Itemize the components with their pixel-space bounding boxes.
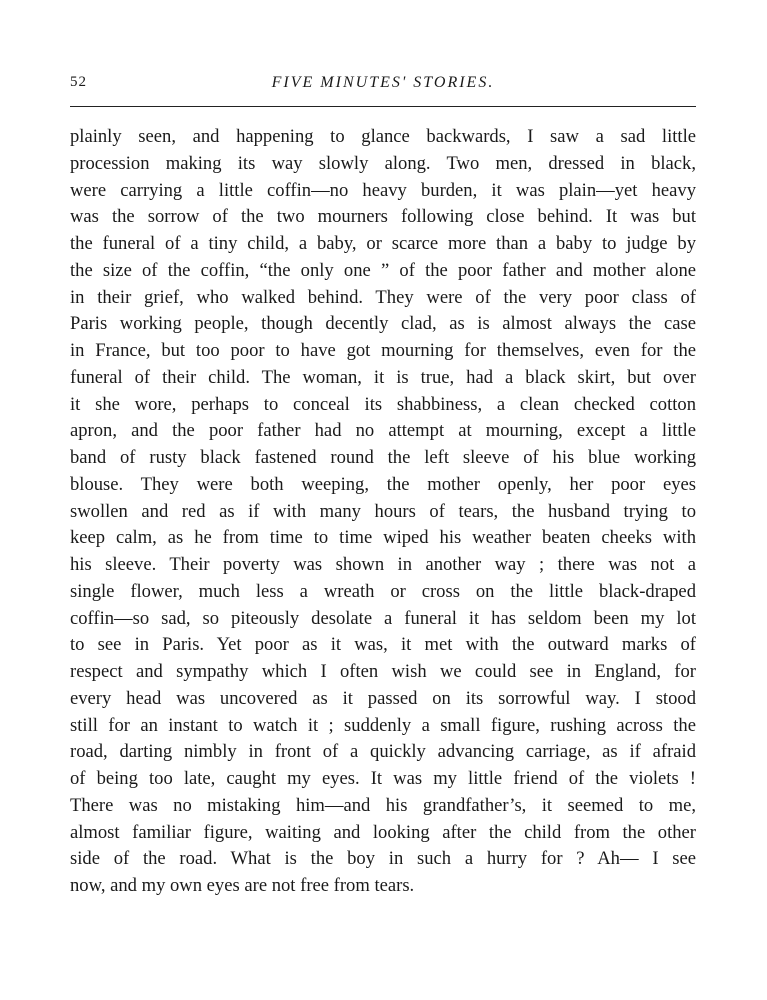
text-line: swollen and red as if with many hours of tears, the husband trying to	[70, 500, 696, 522]
body-text	[70, 124, 696, 900]
text-line: in France, but too poor to have got mourning for themselves, even for the	[70, 340, 696, 361]
page-header	[70, 74, 696, 98]
text-line: still for an instant to watch it ; suddenly a small figure, rushing across the	[70, 714, 696, 736]
text-line: in their grief, who walked behind. They were of the very poor class of	[70, 286, 696, 308]
text-line: it she wore, perhaps to conceal its shabbiness, a clean checked cotton	[70, 393, 696, 415]
running-title: FIVE MINUTES' STORIES.	[271, 74, 495, 91]
header-rule	[70, 106, 696, 107]
page-number: 52	[70, 74, 87, 90]
text-line: his sleeve. Their poverty was shown in another way ; there was not a	[70, 554, 696, 575]
text-line: plainly seen, and happening to glance backwards, I saw a sad little	[70, 126, 696, 147]
text-line: apron, and the poor father had no attempt at mourning, except a little	[70, 420, 696, 442]
text-line: blouse. They were both weeping, the mother openly, her poor eyes	[70, 473, 696, 495]
text-line: were carrying a little coffin—no heavy burden, it was plain—yet heavy	[70, 179, 696, 201]
text-line: Paris working people, though decently clad, as is almost always the case	[70, 313, 696, 335]
text-line: was the sorrow of the two mourners following close behind. It was but	[70, 206, 696, 228]
text-line: the size of the coffin, “the only one ” of the poor father and mother alone	[70, 259, 696, 281]
text-line: now, and my own eyes are not free from tears.	[70, 875, 415, 896]
text-line: road, darting nimbly in front of a quickly advancing carriage, as if afraid	[70, 741, 696, 763]
text-line: every head was uncovered as it passed on its sorrowful way. I stood	[70, 687, 696, 709]
text-line: single flower, much less a wreath or cross on the little black-draped	[70, 580, 696, 602]
text-line: band of rusty black fastened round the left sleeve of his blue working	[70, 447, 696, 468]
text-line: almost familiar figure, waiting and looking after the child from the other	[70, 821, 696, 843]
text-line: respect and sympathy which I often wish we could see in England, for	[70, 661, 696, 682]
text-line: coffin—so sad, so piteously desolate a funeral it has seldom been my lot	[70, 607, 696, 629]
text-line: There was no mistaking him—and his grandfather’s, it seemed to me,	[70, 794, 696, 816]
text-line: procession making its way slowly along. Two men, dressed in black,	[70, 152, 696, 174]
text-line: funeral of their child. The woman, it is true, had a black skirt, but over	[70, 366, 696, 388]
text-line: the funeral of a tiny child, a baby, or scarce more than a baby to judge by	[70, 233, 696, 254]
text-line: to see in Paris. Yet poor as it was, it met with the outward marks of	[70, 634, 696, 656]
text-line: side of the road. What is the boy in such a hurry for ? Ah— I see	[70, 848, 696, 870]
text-line: keep calm, as he from time to time wiped his weather beaten cheeks with	[70, 527, 696, 549]
text-line: of being too late, caught my eyes. It was my little friend of the violets !	[70, 768, 696, 789]
